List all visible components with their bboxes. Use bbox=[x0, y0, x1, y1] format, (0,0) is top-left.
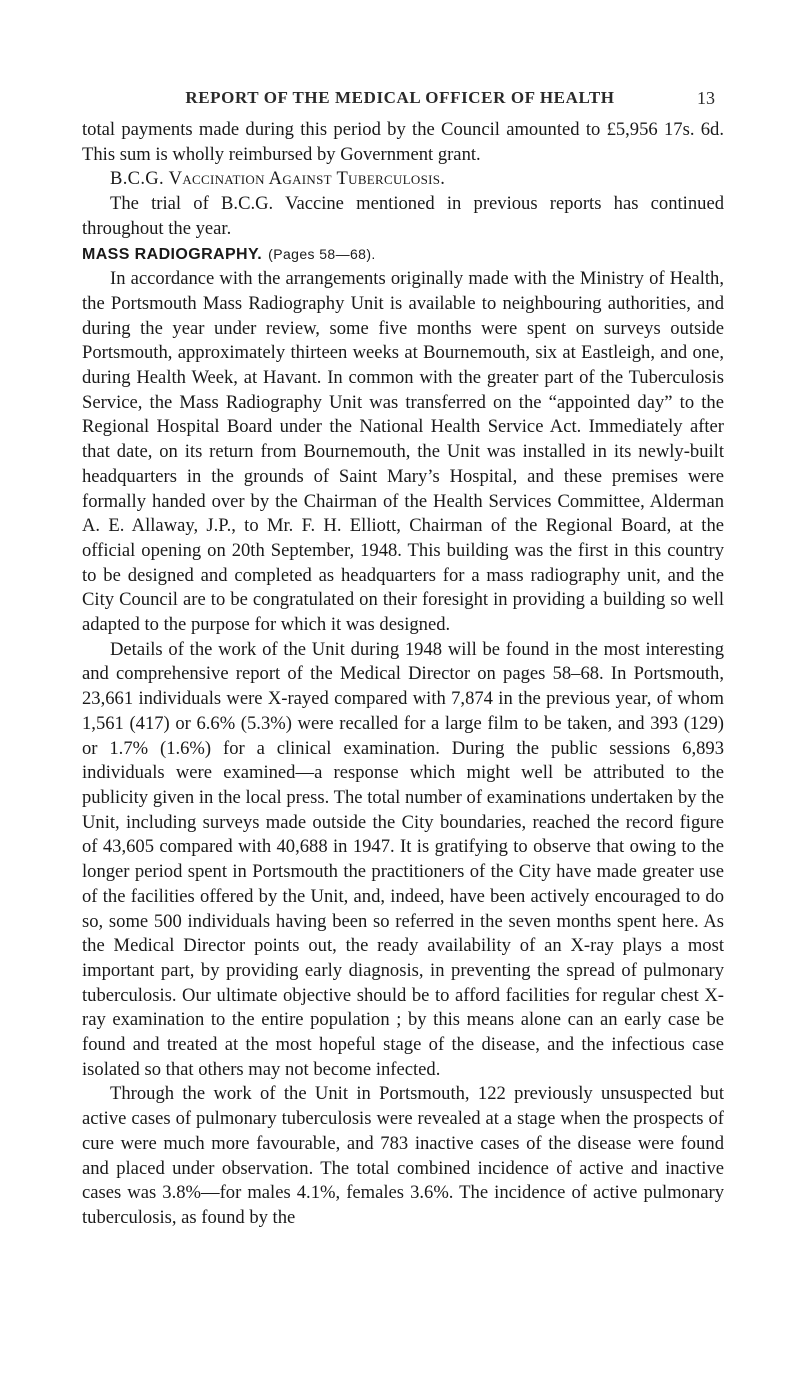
bcg-section-heading: B.C.G. Vaccination Against Tuberculosis. bbox=[110, 168, 446, 190]
paragraph-cases-revealed: Through the work of the Unit in Portsmouth, 122 previously unsuspected but active cases of pulmonary tuberculosis were revealed at a stage when the prospects of cure were much more favourable, and 783 inactive cases of the disease were found and placed under observation. The total combined incidence of active and inactive cases was 3.8%—for males 4.1%, females 3.6%. The incidence of active pulmonary tuberculosis, as found by the bbox=[82, 1083, 724, 1228]
body-text bbox=[82, 118, 724, 1231]
paragraph-details-of-work: Details of the work of the Unit during 1948 will be found in the most interesting and comprehensive report of the Medical Director on pages 58–68. In Portsmouth, 23,661 individuals were X-rayed compared with 7,874 in the previous year, of whom 1,561 (417) or 6.6% (5.3%) were recalled for a large film to be taken, and 393 (129) or 1.7% (1.6%) for a clinical examination. During the public sessions 6,893 individuals were examined—a response which might well be attributed to the publicity given in the local press. The total number of examinations undertaken by the Unit, including surveys made outside the City boundaries, reached the record figure of 43,605 compared with 40,688 in 1947. It is gratifying to observe that owing to the longer period spent in Portsmouth the practitioners of the City have made greater use of the facilities offered by the Unit, and, indeed, have been actively encouraged to do so, some 500 individuals having been so referred in the seven months spent here. As the Medical Director points out, the ready availability of an X-ray plays a most important part, by providing early diagnosis, in preventing the spread of pulmonary tuberculosis. Our ultimate objective should be to afford facilities for regular chest X-ray examination to the entire population ; by this means alone can an early case be found and treated at the most hopeful stage of the disease, and the infectious case isolated so that others may not become infected. bbox=[82, 638, 724, 1080]
mass-radiography-title: MASS RADIOGRAPHY. bbox=[82, 245, 263, 263]
mass-radiography-heading bbox=[82, 242, 724, 268]
running-header-title: REPORT OF THE MEDICAL OFFICER OF HEALTH bbox=[185, 88, 615, 107]
page-number: 13 bbox=[697, 88, 715, 108]
paragraph-bcg-trial: The trial of B.C.G. Vaccine mentioned in previous reports has continued throughout the year. bbox=[82, 193, 724, 239]
mass-radiography-pages-note: (Pages 58—68). bbox=[268, 245, 376, 262]
paragraph-payments: total payments made during this period by the Council amounted to £5,956 17s. 6d. This sum is wholly reimbursed by Government grant. bbox=[82, 119, 724, 165]
paragraph-arrangements: In accordance with the arrangements originally made with the Ministry of Health, the Portsmouth Mass Radiography Unit is available to neighbouring authorities, and during the year under review, some five months were spent on surveys outside Portsmouth, approximately thirteen weeks at Bournemouth, six at Eastleigh, and one, during Health Week, at Havant. In common with the greater part of the Tuberculosis Service, the Mass Radiography Unit was transferred on the “appointed day” to the Regional Hospital Board under the National Health Service Act. Immediately after that date, on its return from Bournemouth, the Unit was installed in its newly-built headquarters in the grounds of Saint Mary’s Hospital, and these premises were formally handed over by the Chairman of the Health Services Committee, Alderman A. E. Allaway, J.P., to Mr. F. H. Elliott, Chairman of the Regional Board, at the official opening on 20th September, 1948. This building was the first in this country to be designed and completed as headquarters for a mass radiography unit, and the City Council are to be congratulated on their foresight in providing a building so well adapted to the purpose for which it was designed. bbox=[82, 268, 724, 636]
